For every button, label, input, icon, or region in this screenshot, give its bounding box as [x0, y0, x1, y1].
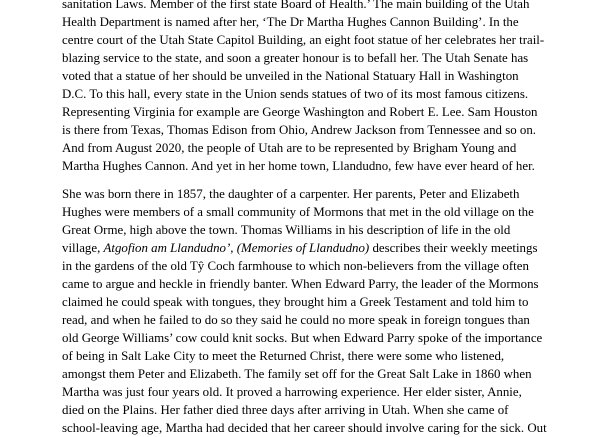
text-line: of being in Salt Lake City to meet the Returned Christ, there were some who listened,: [62, 349, 505, 363]
text-line: in the gardens of the old Tŷ Coch farmhouse to which non-believers from the village often: [62, 259, 529, 273]
text-line: Martha was just four years old. It proved a harrowing experience. Her elder sister, Annie,: [62, 385, 522, 399]
text-line: read, and when he failed to do so they said he could no more speak in foreign tongues than: [62, 313, 530, 327]
text-line: Hughes were members of a small community of Mormons that met in the old village on the: [62, 205, 534, 219]
text-line: And from August 2020, the people of Utah are to be represented by Brigham Young and: [62, 141, 517, 155]
text-line: is there from Texas, Thomas Edison from Ohio, Andrew Jackson from Tennessee and so on.: [62, 123, 536, 137]
text-line: blazing service to the state, and soon a greater honour is to befall her. The Utah Senate has: [62, 51, 529, 65]
text-run: describes their weekly meetings: [369, 241, 538, 255]
text-line: Great Orme, high above the town. Thomas Williams in his description of life in the old: [62, 223, 511, 237]
text-line: came to argue and heckle in friendly banter. When Edward Parry, the leader of the Mormons: [62, 277, 539, 291]
text-line: She was born there in 1857, the daughter of a carpenter. Her parents, Peter and Elizabeth: [62, 187, 520, 201]
text-line: died on the Plains. Her father died three days after arriving in Utah. When she came of: [62, 403, 509, 417]
text-line: old George Williams’ cow could knit socks. But when Edward Parry spoke of the importance: [62, 331, 543, 345]
paragraph-spacer: [62, 175, 602, 185]
paragraph-1: [62, 0, 602, 175]
text-run: village,: [62, 241, 104, 255]
text-line: sanitation Laws. Member of the first state Board of Health.’ The main building of the Utah: [62, 0, 530, 11]
text-line: [62, 239, 602, 257]
text-line: school-leaving age, Martha had decided that her career should involve caring for the sick. Out: [62, 421, 547, 435]
paragraph-2: [62, 185, 602, 437]
text-line: amongst them Peter and Elizabeth. The family set off for the Great Salt Lake in 1860 when: [62, 367, 532, 381]
text-line: voted that a statue of her should be unveiled in the National Statuary Hall in Washington: [62, 69, 519, 83]
text-line: Martha Hughes Cannon. And yet in her home town, Llandudno, few have ever heard of her.: [62, 159, 535, 173]
text-line: D.C. To this hall, every state in the Union sends statues of two of its most famous citizens.: [62, 87, 529, 101]
text-line: centre court of the Utah State Capitol Building, an eight foot statue of her celebrates her trail-: [62, 33, 545, 47]
text-line: claimed he could speak with tongues, they brought him a Greek Testament and told him to: [62, 295, 529, 309]
text-line: Health Department is named after her, ‘The Dr Martha Hughes Cannon Building’. In the: [62, 15, 519, 29]
text-line: Representing Virginia for example are George Washington and Robert E. Lee. Sam Houston: [62, 105, 538, 119]
document-page: [62, 0, 602, 437]
book-title-italic: Atgofion am Llandudno’, (Memories of Llandudno): [103, 241, 370, 255]
